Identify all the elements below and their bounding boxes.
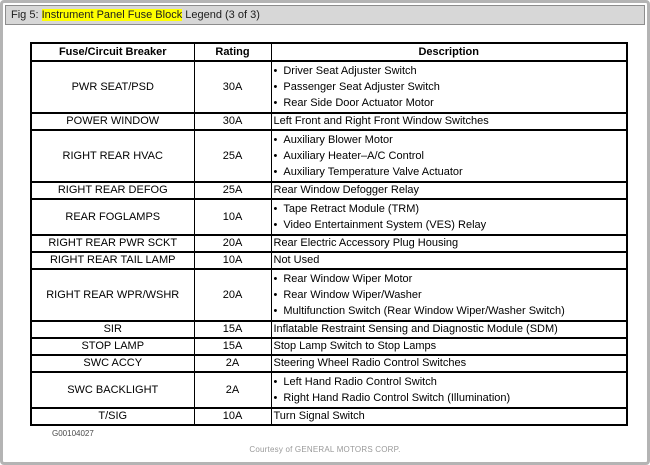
col-header-rating: Rating <box>194 43 271 61</box>
table-row <box>31 321 627 338</box>
description-text: Auxiliary Heater–A/C Control <box>283 150 424 162</box>
table-row <box>31 372 627 408</box>
table-row <box>31 355 627 372</box>
figure-title-suffix: Legend (3 of 3) <box>182 9 260 21</box>
rating-cell: 10A <box>194 252 271 269</box>
description-text: Right Hand Radio Control Switch (Illumination) <box>283 392 511 404</box>
bullet-icon: • <box>273 305 278 317</box>
table-row <box>31 113 627 130</box>
fuse-cell: PWR SEAT/PSD <box>31 61 194 113</box>
description-bullet-line <box>274 390 625 406</box>
description-text: Video Entertainment System (VES) Relay <box>283 219 487 231</box>
description-text: Rear Window Wiper Motor <box>283 273 413 285</box>
description-text: Tape Retract Module (TRM) <box>283 203 420 215</box>
figure-title-bar <box>5 5 645 25</box>
bullet-icon: • <box>273 219 278 231</box>
table-row <box>31 182 627 199</box>
description-cell: Not Used <box>271 252 627 269</box>
figure-title-prefix: Fig 5: <box>11 9 42 21</box>
rating-cell: 20A <box>194 269 271 321</box>
table-row <box>31 408 627 425</box>
fuse-cell: RIGHT REAR WPR/WSHR <box>31 269 194 321</box>
bullet-icon: • <box>273 203 278 215</box>
description-cell: Steering Wheel Radio Control Switches <box>271 355 627 372</box>
bullet-icon: • <box>273 273 278 285</box>
fuse-cell: RIGHT REAR HVAC <box>31 130 194 182</box>
table-row <box>31 61 627 113</box>
fuse-cell: RIGHT REAR TAIL LAMP <box>31 252 194 269</box>
fuse-cell: T/SIG <box>31 408 194 425</box>
table-header-row <box>31 43 627 61</box>
rating-cell: 25A <box>194 182 271 199</box>
description-cell: Inflatable Restraint Sensing and Diagnostic Module (SDM) <box>271 321 627 338</box>
table-row <box>31 199 627 235</box>
description-bullet-line <box>274 374 625 390</box>
bullet-icon: • <box>273 150 278 162</box>
fuse-cell: POWER WINDOW <box>31 113 194 130</box>
bullet-icon: • <box>273 289 278 301</box>
rating-cell: 25A <box>194 130 271 182</box>
figure-content <box>3 27 647 438</box>
description-bullet-line <box>274 217 625 233</box>
description-bullet-line <box>274 303 625 319</box>
col-header-description: Description <box>271 43 627 61</box>
description-cell: Stop Lamp Switch to Stop Lamps <box>271 338 627 355</box>
fuse-cell: SWC ACCY <box>31 355 194 372</box>
description-bullet-line <box>274 201 625 217</box>
fuse-cell: REAR FOGLAMPS <box>31 199 194 235</box>
figure-title-highlight: Instrument Panel Fuse Block <box>41 9 183 21</box>
description-bullet-line <box>274 63 625 79</box>
bullet-icon: • <box>273 392 278 404</box>
description-cell: Turn Signal Switch <box>271 408 627 425</box>
fuse-legend-table <box>30 42 628 426</box>
description-text: Auxiliary Temperature Valve Actuator <box>283 166 463 178</box>
table-row <box>31 269 627 321</box>
bullet-icon: • <box>273 376 278 388</box>
col-header-fuse: Fuse/Circuit Breaker <box>31 43 194 61</box>
bullet-icon: • <box>273 166 278 178</box>
description-cell <box>271 269 627 321</box>
bullet-icon: • <box>273 65 278 77</box>
fuse-cell: SWC BACKLIGHT <box>31 372 194 408</box>
rating-cell: 20A <box>194 235 271 252</box>
description-cell: Left Front and Right Front Window Switches <box>271 113 627 130</box>
table-row <box>31 252 627 269</box>
description-bullet-line <box>274 95 625 111</box>
rating-cell: 30A <box>194 113 271 130</box>
description-bullet-line <box>274 164 625 180</box>
rating-cell: 15A <box>194 321 271 338</box>
rating-cell: 10A <box>194 199 271 235</box>
description-text: Multifunction Switch (Rear Window Wiper/Washer Switch) <box>283 305 565 317</box>
description-cell: Rear Window Defogger Relay <box>271 182 627 199</box>
description-text: Rear Window Wiper/Washer <box>283 289 422 301</box>
rating-cell: 2A <box>194 355 271 372</box>
rating-cell: 30A <box>194 61 271 113</box>
bullet-icon: • <box>273 81 278 93</box>
description-text: Auxiliary Blower Motor <box>283 134 393 146</box>
description-cell <box>271 61 627 113</box>
bullet-icon: • <box>273 134 278 146</box>
description-bullet-line <box>274 79 625 95</box>
fuse-cell: STOP LAMP <box>31 338 194 355</box>
figure-id: G00104027 <box>52 429 94 438</box>
fuse-cell: RIGHT REAR PWR SCKT <box>31 235 194 252</box>
fuse-cell: SIR <box>31 321 194 338</box>
table-row <box>31 235 627 252</box>
description-text: Driver Seat Adjuster Switch <box>283 65 417 77</box>
description-text: Rear Side Door Actuator Motor <box>283 97 434 109</box>
description-cell <box>271 372 627 408</box>
rating-cell: 15A <box>194 338 271 355</box>
description-bullet-line <box>274 271 625 287</box>
description-bullet-line <box>274 287 625 303</box>
bullet-icon: • <box>273 97 278 109</box>
description-cell: Rear Electric Accessory Plug Housing <box>271 235 627 252</box>
rating-cell: 10A <box>194 408 271 425</box>
fuse-cell: RIGHT REAR DEFOG <box>31 182 194 199</box>
rating-cell: 2A <box>194 372 271 408</box>
description-bullet-line <box>274 132 625 148</box>
description-bullet-line <box>274 148 625 164</box>
table-row <box>31 338 627 355</box>
description-text: Passenger Seat Adjuster Switch <box>283 81 440 93</box>
description-cell <box>271 130 627 182</box>
description-text: Left Hand Radio Control Switch <box>283 376 437 388</box>
description-cell <box>271 199 627 235</box>
table-row <box>31 130 627 182</box>
courtesy-note: Courtesy of GENERAL MOTORS CORP. <box>249 445 401 454</box>
